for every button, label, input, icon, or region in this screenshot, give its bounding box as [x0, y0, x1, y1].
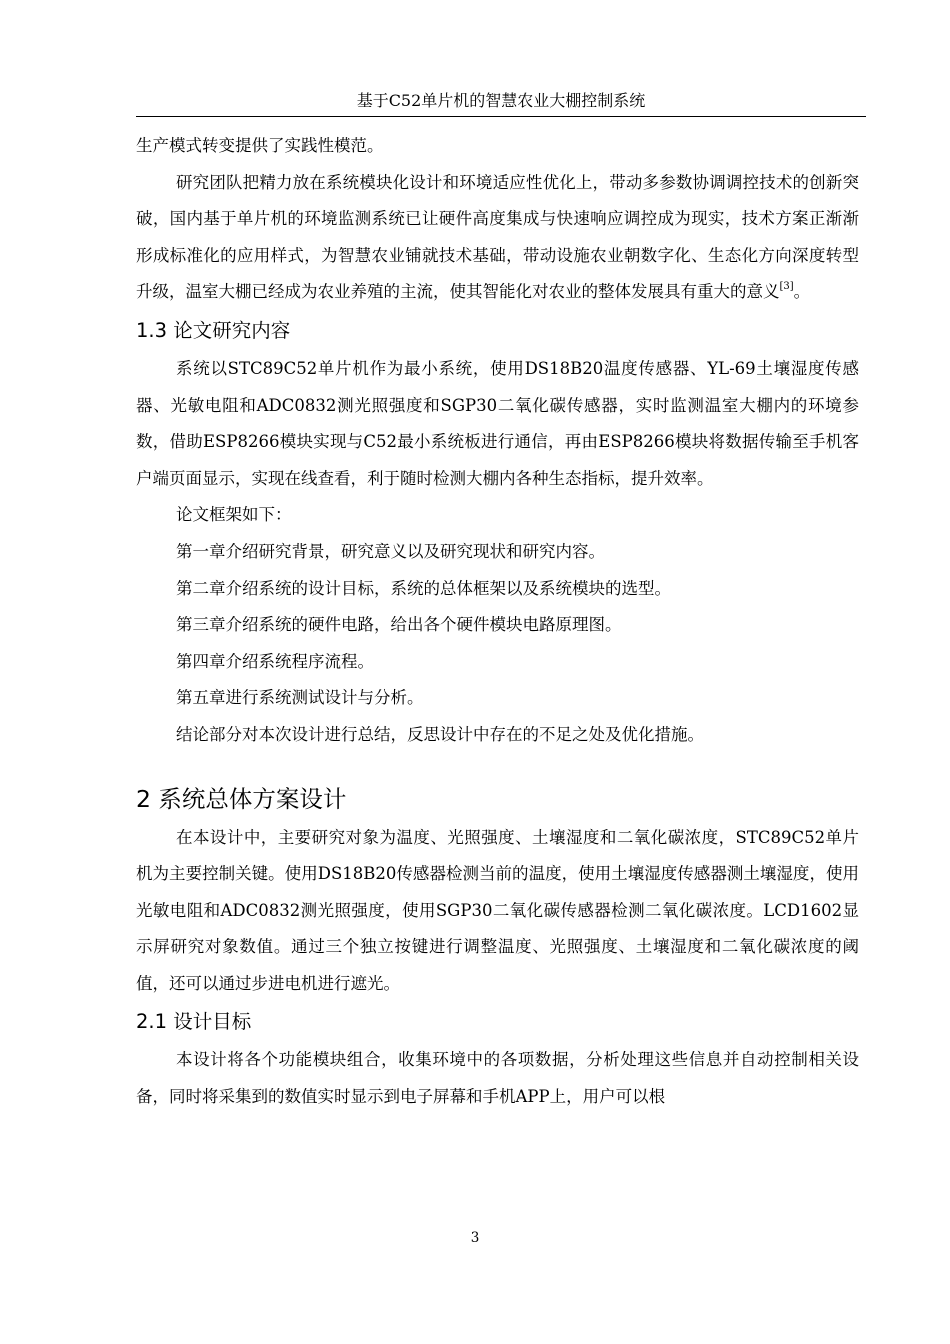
chapter-item: 第三章介绍系统的硬件电路，给出各个硬件模块电路原理图。 [176, 615, 622, 635]
chapter-item: 第二章介绍系统的设计目标，系统的总体框架以及系统模块的选型。 [176, 578, 671, 598]
chapter-heading-2: 2 系统总体方案设计 [136, 784, 347, 813]
page-body [136, 128, 859, 1116]
header-rule [136, 116, 866, 117]
citation-ref: [3] [779, 281, 794, 293]
chapter-item: 第四章介绍系统程序流程。 [176, 651, 374, 671]
design-paragraph: 在本设计中，主要研究对象为温度、光照强度、土壤湿度和二氧化碳浓度，STC89C52单片机为主要控制关键。使用DS18B20传感器检测当前的温度，使用土壤湿度传感器测土壤湿度，使用光敏电阻和ADC0832测光照强度，使用SGP30二氧化碳传感器检测二氧化碳浓度。LCD1602显示屏研究对象数值。通过三个独立按键进行调整温度、光照强度、土壤湿度和二氧化碳浓度的阈值，还可以通过步进电机进行遮光。 [136, 827, 859, 993]
research-team-end: 。 [793, 282, 811, 302]
continuation-paragraph: 生产模式转变提供了实践性模范。 [136, 136, 384, 155]
chapter-item: 第五章进行系统测试设计与分析。 [176, 688, 424, 708]
framework-intro: 论文框架如下： [176, 505, 292, 525]
chapter-item: 第一章介绍研究背景，研究意义以及研究现状和研究内容。 [176, 541, 605, 561]
running-header: 基于C52单片机的智慧农业大棚控制系统 [356, 91, 646, 110]
research-team-paragraph [136, 165, 859, 311]
chapter-item: 结论部分对本次设计进行总结，反思设计中存在的不足之处及优化措施。 [176, 724, 704, 744]
page-number: 3 [470, 1230, 480, 1246]
section-heading-2-1: 2.1 设计目标 [136, 1010, 252, 1034]
system-paragraph: 系统以STC89C52单片机作为最小系统，使用DS18B20温度传感器、YL-69土壤湿度传感器、光敏电阻和ADC0832测光照强度和SGP30二氧化碳传感器，实时监测温室大棚内的环境参数，借助ESP8266模块实现与C52最小系统板进行通信，再由ESP8266模块将数据传输至手机客户端页面显示，实现在线查看，利于随时检测大棚内各种生态指标，提升效率。 [136, 358, 859, 488]
research-team-text: 研究团队把精力放在系统模块化设计和环境适应性优化上，带动多参数协调调控技术的创新突破，国内基于单片机的环境监测系统已让硬件高度集成与快速响应调控成为现实，技术方案正渐渐形成标准化的应用样式，为智慧农业铺就技术基础，带动设施农业朝数字化、生态化方向深度转型升级，温室大棚已经成为农业养殖的主流，使其智能化对农业的整体发展具有重大的意义 [136, 172, 859, 302]
section-heading-1-3: 1.3 论文研究内容 [136, 318, 291, 342]
goal-paragraph: 本设计将各个功能模块组合，收集环境中的各项数据，分析处理这些信息并自动控制相关设备，同时将采集到的数值实时显示到电子屏幕和手机APP上，用户可以根 [136, 1050, 859, 1107]
